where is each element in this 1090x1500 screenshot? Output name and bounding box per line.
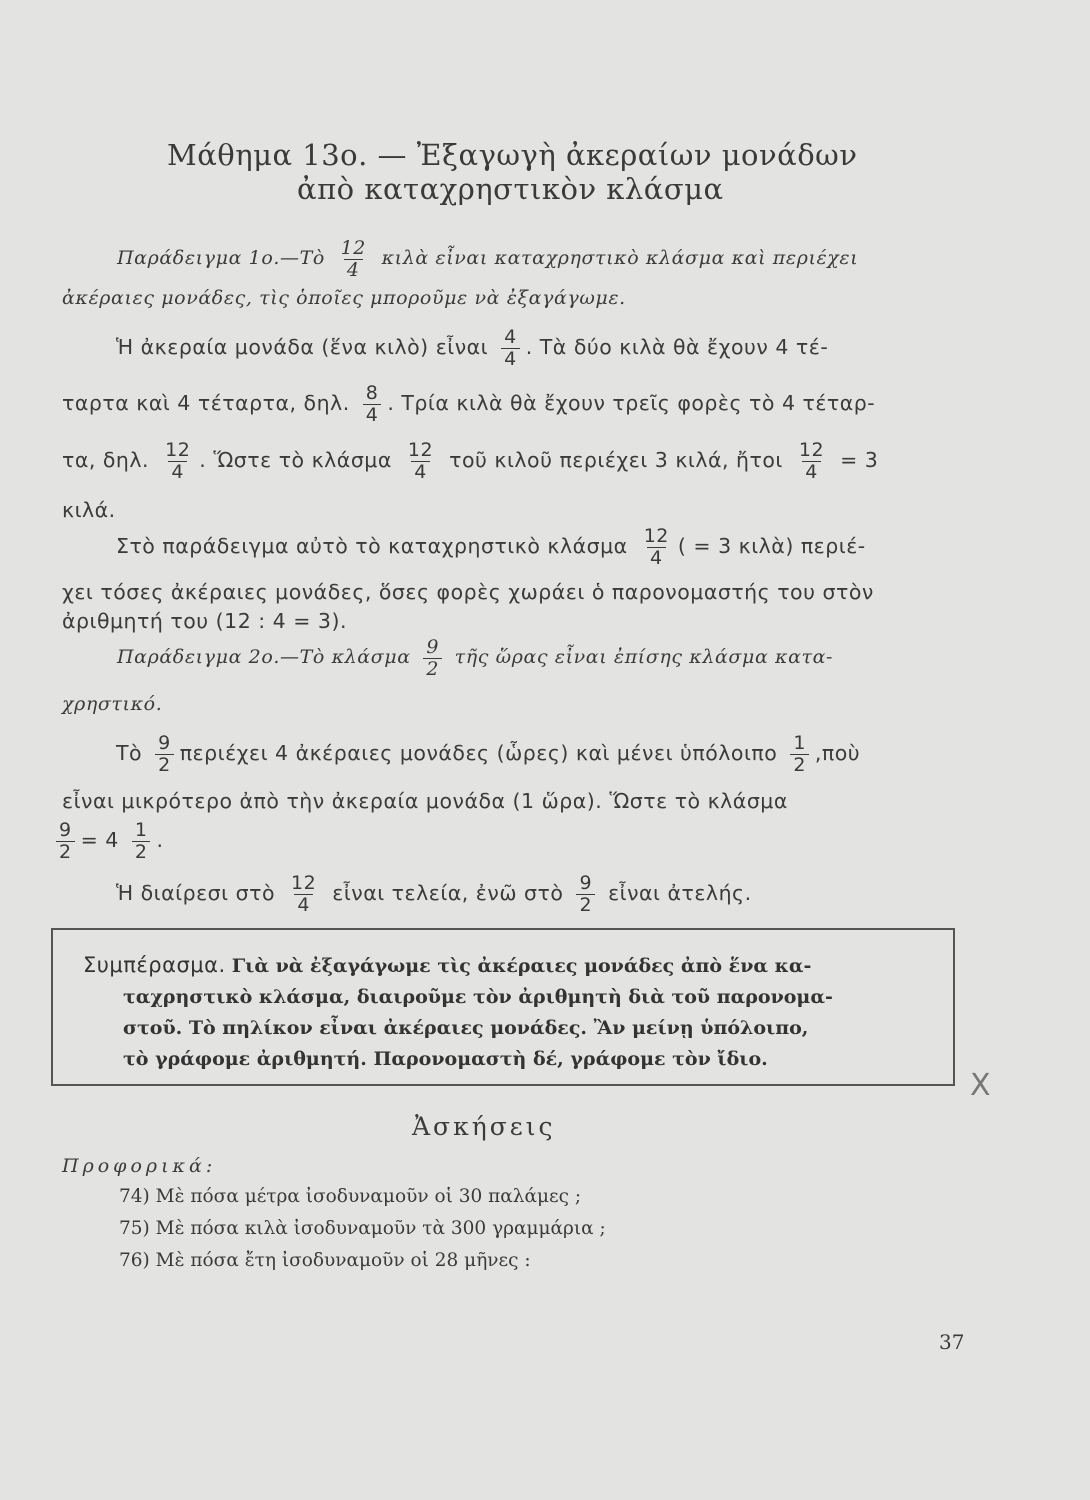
lesson-title-line1: Μάθημα 13ο. — Ἐξαγωγὴ ἀκεραίων μονάδων [167,138,858,172]
exercise-item: 76) Μὲ πόσα ἔτη ἰσοδυναμοῦν οἱ 28 μῆνες : [119,1250,531,1271]
lesson-title-line2: ἀπὸ καταχρηστικὸν κλάσμα [297,172,724,206]
para3-line2: εἶναι μικρότερο ἀπὸ τὴν ἀκεραία μονάδα (1 ὥρα). Ὥστε τὸ κλάσμα [62,789,788,813]
fraction: $\frac{12}{4}$ [165,439,191,483]
para1-line4: κιλά. [62,498,116,522]
fraction: $\frac{9}{2}$ [423,637,442,679]
para3-line1: Τὸ $\frac{9}{2}$ περιέχει 4 ἀκέραιες μονάδες (ὧρες) καὶ μένει ὑπόλοιπο $\frac{1}{2}$ ,ποὺ [116,732,861,776]
example1-line2: ἀκέραιες μονάδες, τὶς ὁποῖες μποροῦμε νὰ ἐξαγάγωμε. [62,287,626,309]
fraction: $\frac{9}{2}$ [155,733,174,775]
exercise-item: 74) Μὲ πόσα μέτρα ἰσοδυναμοῦν οἱ 30 παλάμες ; [119,1186,582,1207]
fraction: $\frac{12}{4}$ [643,525,669,569]
exercises-heading: Ἀσκήσεις [412,1112,556,1141]
conclusion-lead: Συμπέρασμα. [83,953,226,977]
example2-line1: Παράδειγμα 2ο.—Τὸ κλάσμα $\frac{9}{2}$ τῆς ὥρας εἶναι ἐπίσης κλάσμα κατα- [117,636,834,680]
exercise-item: 75) Μὲ πόσα κιλὰ ἰσοδυναμοῦν τὰ 300 γραμμάρια ; [119,1218,606,1239]
pencil-mark: X [970,1068,991,1103]
para1-line3: τα, δηλ. $\frac{12}{4}$ . Ὥστε τὸ κλάσμα $\frac{12}{4}$ τοῦ κιλοῦ περιέχει 3 κιλά, ἤτοι $\frac{12}{4}$ = 3 [62,439,879,483]
example1-line1 [117,238,858,280]
fraction: $\frac{9}{2}$ [576,873,595,915]
fraction: $\frac{9}{2}$ [56,820,75,862]
conclusion-box [51,928,955,1086]
example1-label: Παράδειγμα 1ο.—Τὸ [117,247,325,270]
para1-line2: ταρτα καὶ 4 τέταρτα, δηλ. $\frac{8}{4}$ . Τρία κιλὰ θὰ ἔχουν τρεῖς φορὲς τὸ 4 τέταρ- [62,382,876,426]
para1-line1: Ἡ ἀκεραία μονάδα (ἕνα κιλὸ) εἶναι $\frac{4}{4}$ . Τὰ δύο κιλὰ θὰ ἔχουν 4 τέ- [116,326,829,370]
para2-line2: χει τόσες ἀκέραιες μονάδες, ὅσες φορὲς χωράει ὁ παρονομαστής του στὸν [62,580,874,604]
exercises-subheading: Προφορικά: [62,1155,217,1177]
fraction: $\frac{12}{4}$ [291,872,317,916]
fraction: $\frac{12}{4}$ [340,237,366,281]
example2-line2: χρηστικό. [62,693,163,715]
fraction: $\frac{1}{2}$ [132,820,151,862]
fraction: $\frac{8}{4}$ [363,383,382,425]
para2-line3: ἀριθμητή του (12 : 4 = 3). [62,609,347,633]
para3-line3: $\frac{9}{2}$ = 4 $\frac{1}{2}$ . [50,820,164,862]
para2-line1: Στὸ παράδειγμα αὐτὸ τὸ καταχρηστικὸ κλάσμα $\frac{12}{4}$ ( = 3 κιλὰ) περιέ- [116,525,866,569]
page-number: 37 [939,1330,965,1354]
conclusion-text: Συμπέρασμα. Γιὰ νὰ ἐξαγάγωμε τὶς ἀκέραιες μονάδες ἀπὸ ἕνα κα- ταχρηστικὸ κλάσμα, διαιροῦμε τὸν ἀριθμητὴ διὰ τοῦ παρονομα- στοῦ. Τὸ πηλίκον εἶναι ἀκέραιες μονάδες. Ἂν μείνῃ ὑπόλοιπο, τὸ γράφομε ἀριθμητή. Παρονομαστὴ δέ, γράφομε τὸν ἴδιο. [83,953,833,1070]
fraction: $\frac{1}{2}$ [790,733,809,775]
example1-text: κιλὰ εἶναι καταχρηστικὸ κλάσμα καὶ περιέχει [381,247,859,270]
fraction: $\frac{4}{4}$ [501,327,520,369]
para4-line1: Ἡ διαίρεσι στὸ $\frac{12}{4}$ εἶναι τελεία, ἐνῶ στὸ $\frac{9}{2}$ εἶναι ἀτελής. [116,872,752,916]
fraction: $\frac{12}{4}$ [407,439,434,483]
fraction: $\frac{12}{4}$ [798,439,825,483]
